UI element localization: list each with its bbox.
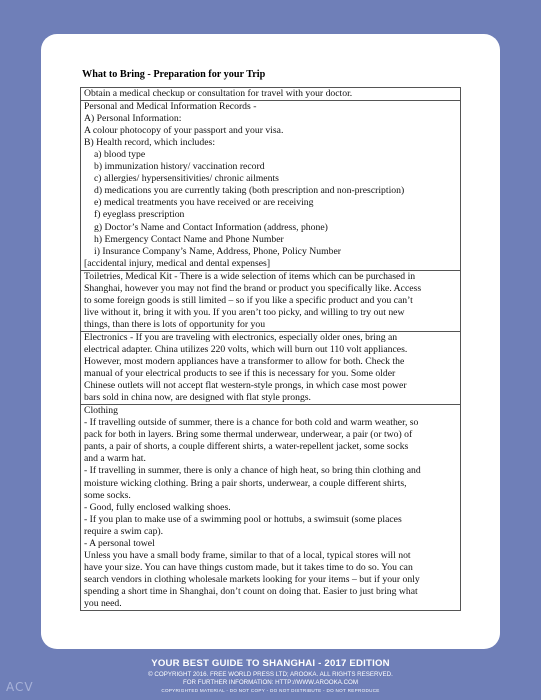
text-line: - If travelling outside of summer, there is a chance for both cold and warm weather, so <box>84 417 419 429</box>
text-line: moisture wicking clothing. Bring a pair shorts, underwear, a couple different shirts, <box>84 477 407 489</box>
text-line: Personal and Medical Information Records - <box>84 101 257 113</box>
text-line: bars sold in china now, are designed with flat style prongs. <box>84 392 311 404</box>
text-line: and a warm hat. <box>84 453 146 465</box>
table-cell <box>81 88 460 101</box>
text-line: Shanghai, however you may not find the brand or product you specifically like. Access <box>84 282 422 294</box>
text-line: h) Emergency Contact Name and Phone Number <box>94 233 284 245</box>
text-line: - A personal towel <box>84 537 155 549</box>
text-line: pants, a pair of shorts, a couple different shirts, a water-repellent jacket, some socks <box>84 441 409 453</box>
text-line: e) medical treatments you have received or are receiving <box>94 197 314 209</box>
text-line: you need. <box>84 597 122 609</box>
document-page <box>41 34 500 649</box>
page-heading: What to Bring - Preparation for your Trip <box>82 69 266 80</box>
table-cell <box>81 332 460 405</box>
text-line: pack for both in layers. Bring some thermal underwear, underwear, a pair (or two) of <box>84 429 413 441</box>
text-line: - If you plan to make use of a swimming pool or hottubs, a swimsuit (some places <box>84 513 402 525</box>
text-line: Obtain a medical checkup or consultation for travel with your doctor. <box>84 88 353 99</box>
table-cell <box>81 101 460 271</box>
footer-info: FOR FURTHER INFORMATION: HTTP://WWW.AROOKA.COM <box>182 679 359 686</box>
text-line: require a swim cap). <box>84 525 164 537</box>
text-line: A) Personal Information: <box>84 113 182 125</box>
text-line: to some foreign goods is still limited – so if you like a specific product and you can’t <box>84 294 413 306</box>
text-line: [accidental injury, medical and dental expenses] <box>84 257 271 269</box>
text-line: Clothing <box>84 405 118 417</box>
text-line: g) Doctor’s Name and Contact Information (address, phone) <box>94 221 328 233</box>
text-line: some socks. <box>84 489 131 501</box>
text-line: - Good, fully enclosed walking shoes. <box>84 501 231 513</box>
text-line: - If travelling in summer, there is only a chance of high heat, so bring thin clothing and <box>84 465 421 477</box>
text-line: f) eyeglass prescription <box>94 209 185 221</box>
text-line: B) Health record, which includes: <box>84 137 216 149</box>
footer-legal: COPYRIGHTED MATERIAL - DO NOT COPY - DO NOT DISTRIBUTE - DO NOT REPRODUCE <box>161 688 380 693</box>
text-line: d) medications you are currently taking (both prescription and non-prescription) <box>94 185 405 197</box>
text-line: A colour photocopy of your passport and your visa. <box>84 125 284 137</box>
footer-title: YOUR BEST GUIDE TO SHANGHAI - 2017 EDITION <box>151 658 390 669</box>
text-line: things, than there is lots of opportunity for you <box>84 318 266 330</box>
text-line: a) blood type <box>94 149 146 161</box>
text-line: However, most modern appliances have a transformer to allow for both. Check the <box>84 356 405 368</box>
text-line: Electronics - If you are traveling with electronics, especially older ones, bring an <box>84 331 398 343</box>
text-line: search vendors in clothing wholesale markets looking for your items – but if your only <box>84 573 420 585</box>
footer-copyright: © COPYRIGHT 2016. FREE WORLD PRESS LTD; AROOKA. ALL RIGHTS RESERVED. <box>148 671 393 678</box>
info-table <box>80 87 461 611</box>
text-line: electrical adapter. China utilizes 220 volts, which will burn out 110 volt appliances. <box>84 343 408 355</box>
text-line: b) immunization history/ vaccination record <box>94 161 265 173</box>
text-line: c) allergies/ hypersensitivities/ chronic ailments <box>94 173 279 185</box>
text-line: spending a short time in Shanghai, don’t count on doing that. Easier to just bring what <box>84 585 418 597</box>
text-line: Unless you have a small body frame, similar to that of a local, typical stores will not <box>84 549 411 561</box>
table-cell <box>81 405 460 610</box>
watermark-text: ACV <box>6 680 34 694</box>
text-line: have your size. You can have things custom made, but it takes time to do so. You can <box>84 561 413 573</box>
table-cell <box>81 271 460 332</box>
text-line: manual of your electrical products to see if this is necessary for you. Some older <box>84 368 396 380</box>
text-line: Toiletries, Medical Kit - There is a wide selection of items which can be purchased in <box>84 270 416 282</box>
text-line: Chinese outlets will not accept flat western-style prongs, in which case most power <box>84 380 407 392</box>
text-line: live without it, bring it with you. If you aren’t too picky, and willing to try out new <box>84 306 405 318</box>
text-line: i) Insurance Company’s Name, Address, Phone, Policy Number <box>94 245 341 257</box>
